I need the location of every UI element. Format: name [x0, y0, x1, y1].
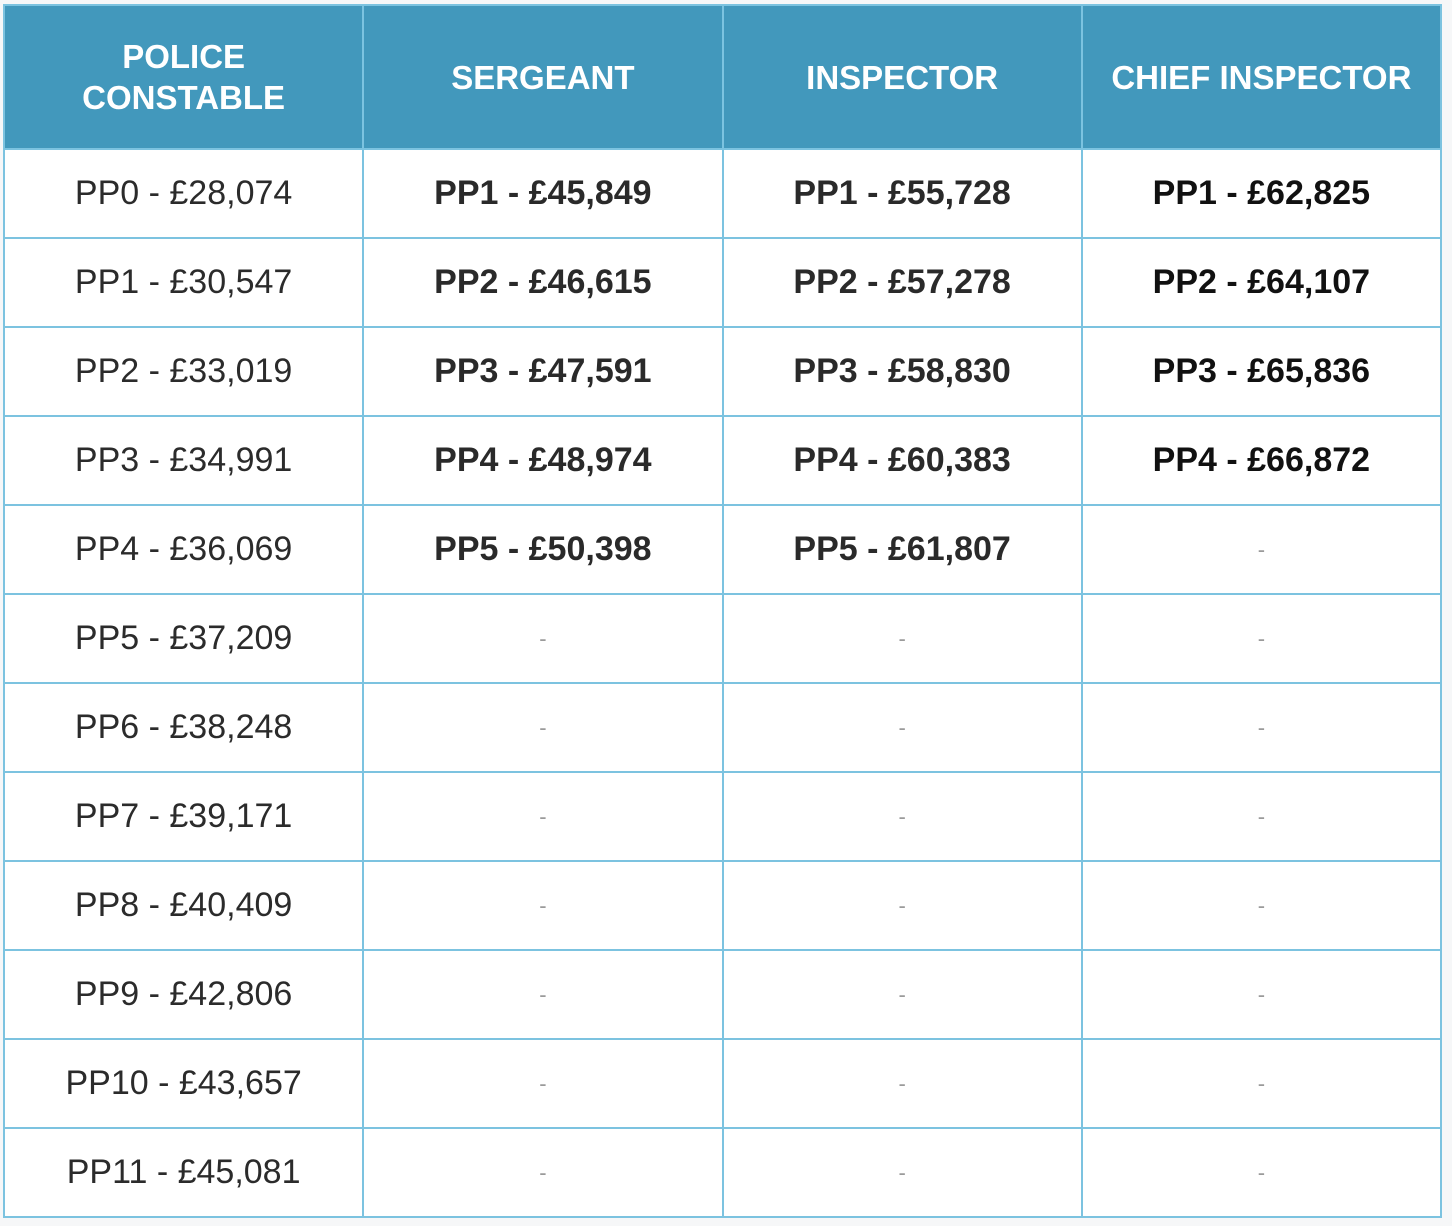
table-row: [4, 505, 1441, 594]
cell-inspector: -: [723, 1039, 1082, 1128]
table-row: [4, 772, 1441, 861]
cell-sergeant: -: [363, 594, 722, 683]
cell-inspector: PP2 - £57,278: [723, 238, 1082, 327]
cell-sergeant: -: [363, 772, 722, 861]
cell-inspector: -: [723, 861, 1082, 950]
table-row: [4, 149, 1441, 238]
cell-inspector: -: [723, 594, 1082, 683]
cell-inspector: PP1 - £55,728: [723, 149, 1082, 238]
cell-sergeant: PP4 - £48,974: [363, 416, 722, 505]
cell-chief-inspector: -: [1082, 950, 1441, 1039]
cell-sergeant: PP5 - £50,398: [363, 505, 722, 594]
cell-chief-inspector: -: [1082, 1128, 1441, 1217]
table-row: [4, 1039, 1441, 1128]
table-row: [4, 238, 1441, 327]
cell-police-constable: PP6 - £38,248: [4, 683, 363, 772]
cell-police-constable: PP2 - £33,019: [4, 327, 363, 416]
table-row: [4, 594, 1441, 683]
cell-chief-inspector: -: [1082, 772, 1441, 861]
cell-inspector: -: [723, 772, 1082, 861]
cell-police-constable: PP9 - £42,806: [4, 950, 363, 1039]
cell-inspector: -: [723, 1128, 1082, 1217]
cell-sergeant: -: [363, 683, 722, 772]
cell-sergeant: -: [363, 861, 722, 950]
cell-police-constable: PP0 - £28,074: [4, 149, 363, 238]
table-row: [4, 861, 1441, 950]
cell-sergeant: -: [363, 1039, 722, 1128]
pay-scale-table: [3, 4, 1442, 1218]
header-sergeant: SERGEANT: [363, 5, 722, 149]
cell-police-constable: PP8 - £40,409: [4, 861, 363, 950]
cell-chief-inspector: PP4 - £66,872: [1082, 416, 1441, 505]
cell-inspector: PP5 - £61,807: [723, 505, 1082, 594]
table-row: [4, 1128, 1441, 1217]
cell-inspector: PP3 - £58,830: [723, 327, 1082, 416]
table-row: [4, 950, 1441, 1039]
pay-scale-table-container: [3, 4, 1440, 1218]
cell-sergeant: PP3 - £47,591: [363, 327, 722, 416]
cell-inspector: PP4 - £60,383: [723, 416, 1082, 505]
cell-chief-inspector: -: [1082, 1039, 1441, 1128]
cell-inspector: -: [723, 683, 1082, 772]
cell-chief-inspector: PP3 - £65,836: [1082, 327, 1441, 416]
cell-chief-inspector: -: [1082, 505, 1441, 594]
cell-police-constable: PP10 - £43,657: [4, 1039, 363, 1128]
cell-police-constable: PP5 - £37,209: [4, 594, 363, 683]
cell-police-constable: PP1 - £30,547: [4, 238, 363, 327]
header-inspector: INSPECTOR: [723, 5, 1082, 149]
table-row: [4, 327, 1441, 416]
cell-sergeant: PP1 - £45,849: [363, 149, 722, 238]
table-header: [4, 5, 1441, 149]
cell-sergeant: -: [363, 950, 722, 1039]
cell-police-constable: PP3 - £34,991: [4, 416, 363, 505]
cell-sergeant: PP2 - £46,615: [363, 238, 722, 327]
cell-inspector: -: [723, 950, 1082, 1039]
table-body: [4, 149, 1441, 1217]
cell-sergeant: -: [363, 1128, 722, 1217]
cell-chief-inspector: -: [1082, 861, 1441, 950]
cell-chief-inspector: -: [1082, 594, 1441, 683]
header-row: [4, 5, 1441, 149]
cell-chief-inspector: -: [1082, 683, 1441, 772]
header-chief-inspector: CHIEF INSPECTOR: [1082, 5, 1441, 149]
cell-police-constable: PP4 - £36,069: [4, 505, 363, 594]
cell-police-constable: PP7 - £39,171: [4, 772, 363, 861]
cell-chief-inspector: PP2 - £64,107: [1082, 238, 1441, 327]
cell-chief-inspector: PP1 - £62,825: [1082, 149, 1441, 238]
header-police-constable: POLICE CONSTABLE: [4, 5, 363, 149]
table-row: [4, 683, 1441, 772]
table-row: [4, 416, 1441, 505]
cell-police-constable: PP11 - £45,081: [4, 1128, 363, 1217]
